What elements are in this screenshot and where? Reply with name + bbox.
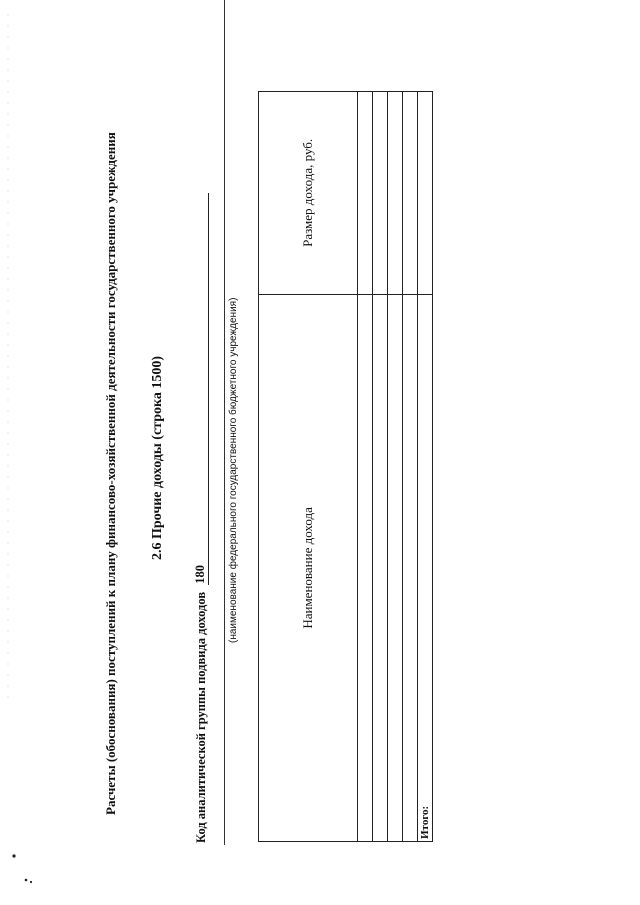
section-title: 2.6 Прочие доходы (строка 1500) (150, 355, 165, 560)
header-income-name: Наименование дохода (259, 294, 358, 841)
scan-speck (12, 854, 15, 857)
scan-speck (30, 881, 32, 883)
code-value: 180 (193, 565, 207, 584)
document-title: Расчеты (обоснования) поступлений к плану финансово-хозяйственной деятельности государственного учреждения (103, 132, 118, 815)
header-income-amount: Размер дохода, руб. (259, 92, 358, 295)
total-label: Итого: (418, 294, 433, 841)
institution-caption: (наименование федерального государственного бюджетного учреждения) (228, 297, 239, 643)
code-label: Код аналитической группы подвида доходов (194, 591, 208, 843)
scan-speck (25, 879, 28, 882)
